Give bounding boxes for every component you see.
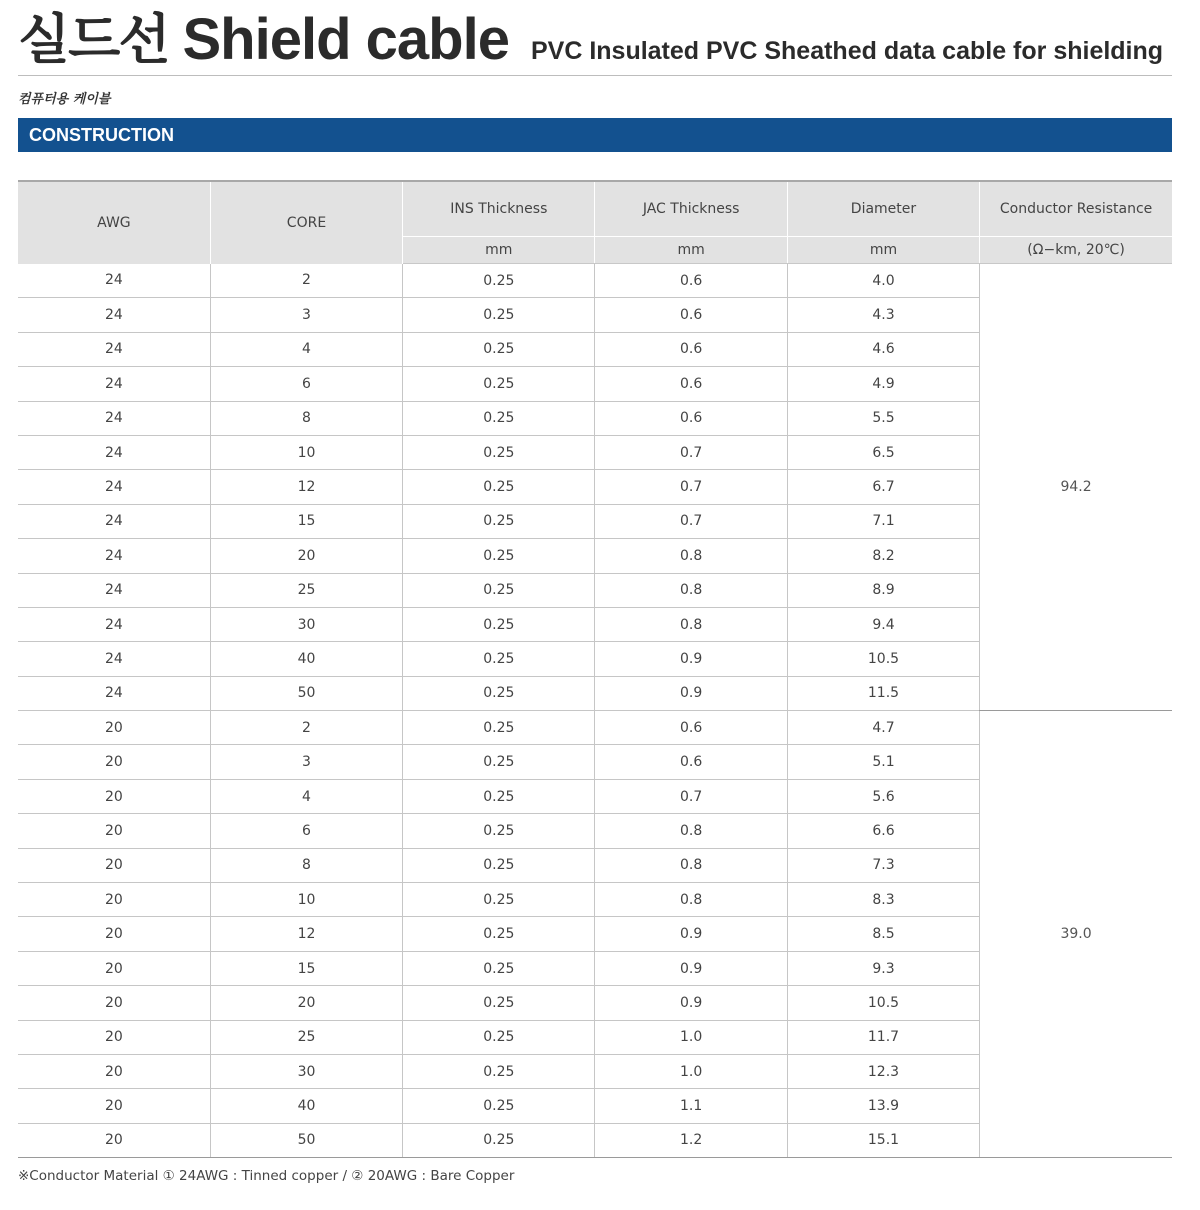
cell-diameter: 4.3 bbox=[787, 298, 979, 332]
cell-diameter: 6.5 bbox=[787, 435, 979, 469]
cell-awg: 24 bbox=[18, 573, 210, 607]
cell-diameter: 8.9 bbox=[787, 573, 979, 607]
cell-ins-thickness: 0.25 bbox=[403, 951, 595, 985]
header-conductor-resistance: Conductor Resistance bbox=[980, 181, 1172, 237]
cell-core: 3 bbox=[210, 745, 402, 779]
title-korean: 실드선 bbox=[18, 8, 169, 71]
cell-ins-thickness: 0.25 bbox=[403, 986, 595, 1020]
cell-jac-thickness: 0.8 bbox=[595, 883, 787, 917]
cell-core: 8 bbox=[210, 848, 402, 882]
header-jac-thickness: JAC Thickness bbox=[595, 181, 787, 237]
unit-ins-thickness: mm bbox=[403, 237, 595, 264]
cell-ins-thickness: 0.25 bbox=[403, 504, 595, 538]
cell-jac-thickness: 0.7 bbox=[595, 470, 787, 504]
cell-diameter: 5.5 bbox=[787, 401, 979, 435]
cell-ins-thickness: 0.25 bbox=[403, 539, 595, 573]
cell-ins-thickness: 0.25 bbox=[403, 848, 595, 882]
cell-jac-thickness: 0.8 bbox=[595, 814, 787, 848]
table-body bbox=[18, 264, 1172, 1158]
cell-jac-thickness: 0.6 bbox=[595, 264, 787, 298]
cell-diameter: 9.3 bbox=[787, 951, 979, 985]
cell-awg: 20 bbox=[18, 848, 210, 882]
cell-ins-thickness: 0.25 bbox=[403, 435, 595, 469]
section-title: CONSTRUCTION bbox=[29, 125, 174, 145]
cell-diameter: 5.1 bbox=[787, 745, 979, 779]
header-ins-thickness: INS Thickness bbox=[403, 181, 595, 237]
cell-awg: 24 bbox=[18, 676, 210, 710]
cell-diameter: 7.1 bbox=[787, 504, 979, 538]
cell-ins-thickness: 0.25 bbox=[403, 401, 595, 435]
cell-diameter: 7.3 bbox=[787, 848, 979, 882]
cell-ins-thickness: 0.25 bbox=[403, 332, 595, 366]
cell-ins-thickness: 0.25 bbox=[403, 1089, 595, 1123]
cell-core: 40 bbox=[210, 1089, 402, 1123]
cell-core: 3 bbox=[210, 298, 402, 332]
cell-jac-thickness: 1.0 bbox=[595, 1054, 787, 1088]
cell-core: 15 bbox=[210, 951, 402, 985]
cell-awg: 20 bbox=[18, 745, 210, 779]
cell-jac-thickness: 0.7 bbox=[595, 435, 787, 469]
cell-awg: 20 bbox=[18, 1054, 210, 1088]
cell-ins-thickness: 0.25 bbox=[403, 264, 595, 298]
cell-jac-thickness: 0.9 bbox=[595, 676, 787, 710]
cell-jac-thickness: 0.8 bbox=[595, 539, 787, 573]
cell-diameter: 4.7 bbox=[787, 711, 979, 745]
cell-jac-thickness: 0.7 bbox=[595, 779, 787, 813]
cell-core: 50 bbox=[210, 676, 402, 710]
cell-ins-thickness: 0.25 bbox=[403, 1020, 595, 1054]
cell-ins-thickness: 0.25 bbox=[403, 367, 595, 401]
cell-awg: 24 bbox=[18, 332, 210, 366]
cell-awg: 24 bbox=[18, 470, 210, 504]
cell-awg: 24 bbox=[18, 367, 210, 401]
cell-core: 40 bbox=[210, 642, 402, 676]
cell-awg: 20 bbox=[18, 779, 210, 813]
cell-ins-thickness: 0.25 bbox=[403, 711, 595, 745]
cell-awg: 20 bbox=[18, 1089, 210, 1123]
cell-jac-thickness: 0.9 bbox=[595, 986, 787, 1020]
cell-ins-thickness: 0.25 bbox=[403, 607, 595, 641]
cell-diameter: 10.5 bbox=[787, 642, 979, 676]
cell-core: 10 bbox=[210, 883, 402, 917]
cell-core: 10 bbox=[210, 435, 402, 469]
cell-awg: 24 bbox=[18, 264, 210, 298]
cell-awg: 20 bbox=[18, 1123, 210, 1157]
cell-jac-thickness: 0.6 bbox=[595, 332, 787, 366]
cell-jac-thickness: 1.2 bbox=[595, 1123, 787, 1157]
cell-jac-thickness: 0.6 bbox=[595, 298, 787, 332]
cell-core: 8 bbox=[210, 401, 402, 435]
cell-awg: 24 bbox=[18, 539, 210, 573]
title-english: Shield cable bbox=[182, 7, 509, 72]
table-row bbox=[18, 711, 1172, 745]
cell-diameter: 12.3 bbox=[787, 1054, 979, 1088]
cell-ins-thickness: 0.25 bbox=[403, 1123, 595, 1157]
cell-core: 20 bbox=[210, 986, 402, 1020]
category-label: 컴퓨터용 케이블 bbox=[18, 92, 111, 107]
cell-awg: 24 bbox=[18, 435, 210, 469]
cell-ins-thickness: 0.25 bbox=[403, 745, 595, 779]
cell-jac-thickness: 1.1 bbox=[595, 1089, 787, 1123]
cell-awg: 20 bbox=[18, 1020, 210, 1054]
cell-diameter: 8.3 bbox=[787, 883, 979, 917]
cell-diameter: 4.0 bbox=[787, 264, 979, 298]
cell-awg: 24 bbox=[18, 607, 210, 641]
cell-diameter: 15.1 bbox=[787, 1123, 979, 1157]
unit-diameter: mm bbox=[787, 237, 979, 264]
cell-awg: 24 bbox=[18, 401, 210, 435]
cell-jac-thickness: 0.9 bbox=[595, 917, 787, 951]
cell-ins-thickness: 0.25 bbox=[403, 1054, 595, 1088]
cell-diameter: 6.6 bbox=[787, 814, 979, 848]
cell-ins-thickness: 0.25 bbox=[403, 779, 595, 813]
cell-jac-thickness: 0.6 bbox=[595, 745, 787, 779]
cell-awg: 20 bbox=[18, 951, 210, 985]
unit-conductor-resistance: (Ω−km, 20℃) bbox=[980, 237, 1172, 264]
cell-ins-thickness: 0.25 bbox=[403, 676, 595, 710]
cell-core: 20 bbox=[210, 539, 402, 573]
cell-core: 2 bbox=[210, 264, 402, 298]
cell-ins-thickness: 0.25 bbox=[403, 917, 595, 951]
cell-diameter: 6.7 bbox=[787, 470, 979, 504]
cell-jac-thickness: 0.7 bbox=[595, 504, 787, 538]
cell-core: 4 bbox=[210, 332, 402, 366]
cell-awg: 24 bbox=[18, 504, 210, 538]
cell-jac-thickness: 0.8 bbox=[595, 573, 787, 607]
page-subtitle: PVC Insulated PVC Sheathed data cable for shielding bbox=[530, 37, 1164, 65]
cell-jac-thickness: 0.8 bbox=[595, 848, 787, 882]
cell-core: 30 bbox=[210, 1054, 402, 1088]
cell-jac-thickness: 0.6 bbox=[595, 367, 787, 401]
cell-diameter: 9.4 bbox=[787, 607, 979, 641]
cell-core: 2 bbox=[210, 711, 402, 745]
cell-jac-thickness: 0.9 bbox=[595, 642, 787, 676]
cell-jac-thickness: 0.6 bbox=[595, 711, 787, 745]
cell-core: 4 bbox=[210, 779, 402, 813]
cell-core: 12 bbox=[210, 470, 402, 504]
cell-jac-thickness: 0.6 bbox=[595, 401, 787, 435]
cell-awg: 24 bbox=[18, 642, 210, 676]
cell-diameter: 13.9 bbox=[787, 1089, 979, 1123]
cell-awg: 20 bbox=[18, 883, 210, 917]
cell-diameter: 5.6 bbox=[787, 779, 979, 813]
cell-awg: 20 bbox=[18, 986, 210, 1020]
cell-diameter: 4.6 bbox=[787, 332, 979, 366]
cell-jac-thickness: 1.0 bbox=[595, 1020, 787, 1054]
cell-jac-thickness: 0.9 bbox=[595, 951, 787, 985]
cell-core: 25 bbox=[210, 1020, 402, 1054]
cell-ins-thickness: 0.25 bbox=[403, 642, 595, 676]
table-header bbox=[18, 181, 1172, 264]
cell-diameter: 11.7 bbox=[787, 1020, 979, 1054]
page-header bbox=[18, 8, 1172, 72]
cell-ins-thickness: 0.25 bbox=[403, 814, 595, 848]
cell-core: 12 bbox=[210, 917, 402, 951]
footnote: ※Conductor Material ① 24AWG : Tinned copper / ② 20AWG : Bare Copper bbox=[18, 1168, 515, 1184]
table-row bbox=[18, 264, 1172, 298]
cell-ins-thickness: 0.25 bbox=[403, 573, 595, 607]
header-core: CORE bbox=[210, 181, 402, 264]
unit-jac-thickness: mm bbox=[595, 237, 787, 264]
cell-diameter: 10.5 bbox=[787, 986, 979, 1020]
cell-core: 15 bbox=[210, 504, 402, 538]
cell-conductor-resistance: 94.2 bbox=[980, 264, 1172, 711]
cell-ins-thickness: 0.25 bbox=[403, 298, 595, 332]
cell-diameter: 8.5 bbox=[787, 917, 979, 951]
cell-core: 6 bbox=[210, 814, 402, 848]
section-bar bbox=[18, 118, 1172, 152]
cell-core: 6 bbox=[210, 367, 402, 401]
cell-awg: 20 bbox=[18, 711, 210, 745]
cell-ins-thickness: 0.25 bbox=[403, 470, 595, 504]
header-awg: AWG bbox=[18, 181, 210, 264]
cell-core: 25 bbox=[210, 573, 402, 607]
cell-jac-thickness: 0.8 bbox=[595, 607, 787, 641]
cell-diameter: 8.2 bbox=[787, 539, 979, 573]
cell-conductor-resistance: 39.0 bbox=[980, 711, 1172, 1158]
cell-awg: 20 bbox=[18, 814, 210, 848]
construction-table bbox=[18, 180, 1172, 1158]
cell-core: 30 bbox=[210, 607, 402, 641]
header-diameter: Diameter bbox=[787, 181, 979, 237]
cell-awg: 20 bbox=[18, 917, 210, 951]
header-divider bbox=[18, 75, 1172, 76]
cell-core: 50 bbox=[210, 1123, 402, 1157]
cell-diameter: 4.9 bbox=[787, 367, 979, 401]
cell-ins-thickness: 0.25 bbox=[403, 883, 595, 917]
cell-diameter: 11.5 bbox=[787, 676, 979, 710]
cell-awg: 24 bbox=[18, 298, 210, 332]
